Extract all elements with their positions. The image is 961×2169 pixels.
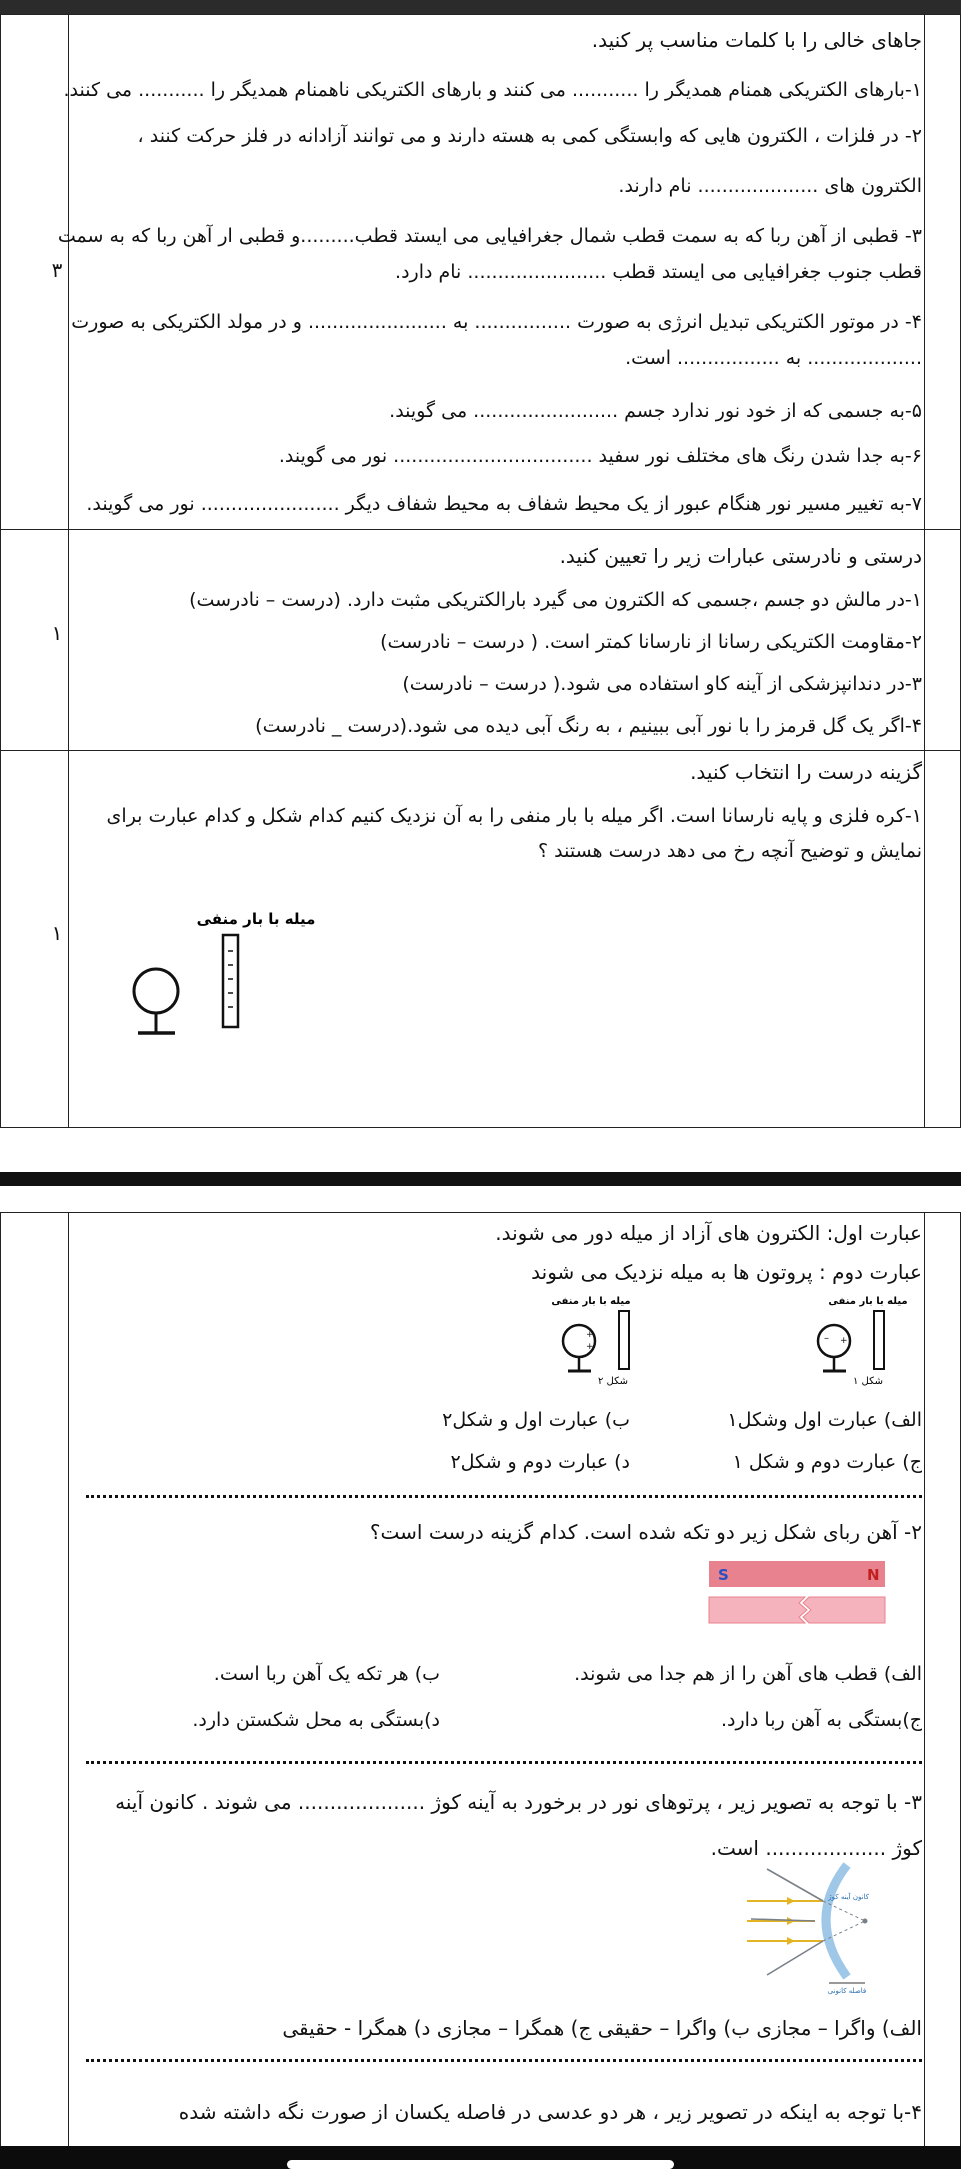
q1-option-d[interactable]: د) عبارت دوم و شکل۲ (450, 1451, 630, 1473)
true-false-line: ۳-در دندانپزشکی از آینه کاو استفاده می شود.( درست – نادرست) (402, 673, 922, 695)
negative-rod (223, 935, 238, 1027)
fill-blank-line: ۴- در موتور الکتریکی تبدیل انرژی به صورت ................ به ....................... و در مولد الکتریکی به صورت (71, 311, 922, 333)
convex-mirror-figure (747, 1859, 927, 1994)
worksheet-table-1 (0, 14, 961, 1128)
section1-heading: جاهای خالی را با کلمات مناسب پر کنید. (591, 28, 922, 52)
q2-question: ۲- آهن ربای شکل زیر دو تکه شده است. کدام گزینه درست است؟ (369, 1520, 922, 1544)
magnet-south-label: S (718, 1566, 729, 1584)
figure2-caption: شکل ۲ (597, 1376, 629, 1387)
q1-option-b[interactable]: ب) عبارت اول و شکل۲ (442, 1409, 630, 1431)
metal-sphere (134, 969, 178, 1013)
magnet-whole (709, 1561, 885, 1587)
magnet-north-label: N (867, 1566, 880, 1584)
q2-option-d[interactable]: د)بستگی به محل شکستن دارد. (192, 1709, 440, 1731)
q1-option-a[interactable]: الف) عبارت اول وشکل۱ (727, 1409, 922, 1431)
fill-blank-line: قطب جنوب جغرافیایی می ایستد قطب ....................... نام دارد. (395, 261, 922, 283)
fill-blank-line: ۱-بارهای الکتریکی همنام همدیگر را ........... می کنند و بارهای الکتریکی ناهمنام همدیگر را ........... می کنند. (63, 79, 922, 101)
row-divider (1, 750, 960, 751)
score-column-divider (68, 15, 69, 1127)
dotted-separator (86, 2059, 922, 2062)
dotted-separator (86, 1495, 922, 1498)
q3-options[interactable]: الف) واگرا – مجازی ب) واگرا – حقیقی ج) همگرا – مجازی د) همگرا - حقیقی (282, 2016, 922, 2040)
q1-option-c[interactable]: ج) عبارت دوم و شکل ۱ (732, 1451, 922, 1473)
section2-score: ۱ (51, 621, 63, 645)
q2-option-a[interactable]: الف) قطب های آهن را از هم جدا می شوند. (574, 1663, 922, 1685)
statement-two: عبارت دوم : پروتون ها به میله نزدیک می شوند (531, 1260, 922, 1284)
section2-heading: درستی و نادرستی عبارات زیر را تعیین کنید. (559, 544, 922, 568)
figure-1 (776, 1293, 908, 1403)
right-margin-divider (924, 1213, 925, 2153)
row-divider (1, 529, 960, 530)
section1-score: ۳ (51, 258, 63, 282)
top-status-bar (0, 0, 961, 14)
statement-one: عبارت اول: الکترون های آزاد از میله دور می شوند. (495, 1221, 922, 1245)
right-margin-divider (924, 15, 925, 1127)
broken-magnet-figure (709, 1561, 885, 1641)
focal-point (863, 1919, 868, 1924)
page-separator (0, 1172, 961, 1186)
score-column-divider (68, 1213, 69, 2153)
true-false-line: ۱-در مالش دو جسم ،جسمی که الکترون می گیرد بارالکتریکی مثبت دارد. (درست – نادرست) (189, 589, 922, 611)
charge-plus: + (840, 1336, 848, 1346)
fill-blank-line: الکترون های .................... نام دارند. (618, 175, 922, 197)
fill-blank-line: ۷-به تغییر مسیر نور هنگام عبور از یک محیط شفاف به محیط شفاف دیگر ....................... نور می گویند. (86, 493, 922, 515)
figure2-rod-label: میله با بار منفی (551, 1296, 631, 1307)
figure1-rod-label: میله با بار منفی (828, 1296, 908, 1307)
q3-question-line2: کوژ ................... است. (710, 1836, 922, 1860)
fill-blank-line: ۲- در فلزات ، الکترون هایی که وابستگی کمی به هسته دارند و می توانند آزادانه در فلز حرکت کنند ، (137, 125, 922, 147)
q3-question-line1: ۳- با توجه به تصویر زیر ، پرتوهای نور در برخورد به آینه کوژ .................... می شوند . کانون آینه (115, 1790, 922, 1814)
magnet-piece-right (803, 1597, 885, 1623)
q4-question-line1: ۴-با توجه به اینکه در تصویر زیر ، هر دو عدسی در فاصله یکسان از صورت نگه داشته شده (178, 2100, 922, 2124)
sphere-rod-figure (111, 895, 316, 1055)
negative-rod (874, 1311, 884, 1369)
charge-minus: – (824, 1333, 829, 1344)
q2-option-b[interactable]: ب) هر تکه یک آهن ربا است. (213, 1663, 440, 1685)
fill-blank-line: ۳- قطبی از آهن ربا که به سمت قطب شمال جغرافیایی می ایستد قطب.........و قطبی ار آهن ربا که به سمت (57, 225, 922, 247)
section3-score: ۱ (51, 921, 63, 945)
convex-mirror (826, 1865, 847, 1977)
magnet-piece-left (709, 1597, 807, 1623)
worksheet-table-2 (0, 1212, 961, 2154)
multiple-choice-question: نمایش و توضیح آنچه رخ می دهد درست هستند ؟ (538, 840, 922, 862)
negative-rod (619, 1311, 629, 1369)
section3-heading: گزینه درست را انتخاب کنید. (690, 760, 922, 784)
focus-label: کانون آینه کوژ (828, 1893, 869, 1901)
focal-distance-label: فاصله کانونی (827, 1987, 867, 1995)
home-indicator[interactable] (287, 2160, 674, 2169)
multiple-choice-question: ۱-کره فلزی و پایه نارسانا است. اگر میله با بار منفی را به آن نزدیک کنیم کدام شکل و کدام عبارت برای (106, 805, 922, 827)
true-false-line: ۴-اگر یک گل قرمز را با نور آبی ببینیم ، به رنگ آبی دیده می شود.(درست _ نادرست) (255, 715, 922, 737)
true-false-line: ۲-مقاومت الکتریکی رسانا از نارسانا کمتر است. ( درست – نادرست) (380, 631, 922, 653)
charge-plus: + (586, 1330, 594, 1340)
charge-plus: + (586, 1342, 594, 1352)
fill-blank-line: ۵-به جسمی که از خود نور ندارد جسم ........................ می گویند. (389, 400, 922, 422)
q2-option-c[interactable]: ج)بستگی به آهن ربا دارد. (720, 1709, 922, 1731)
rod-label: میله با بار منفی (196, 910, 316, 928)
figure1-caption: شکل ۱ (852, 1376, 884, 1387)
fill-blank-line: ................... به ................. است. (625, 347, 922, 369)
dotted-separator (86, 1761, 922, 1764)
figure-2 (531, 1293, 651, 1403)
fill-blank-line: ۶-به جدا شدن رنگ های مختلف نور سفید ................................. نور می گویند. (278, 445, 922, 467)
